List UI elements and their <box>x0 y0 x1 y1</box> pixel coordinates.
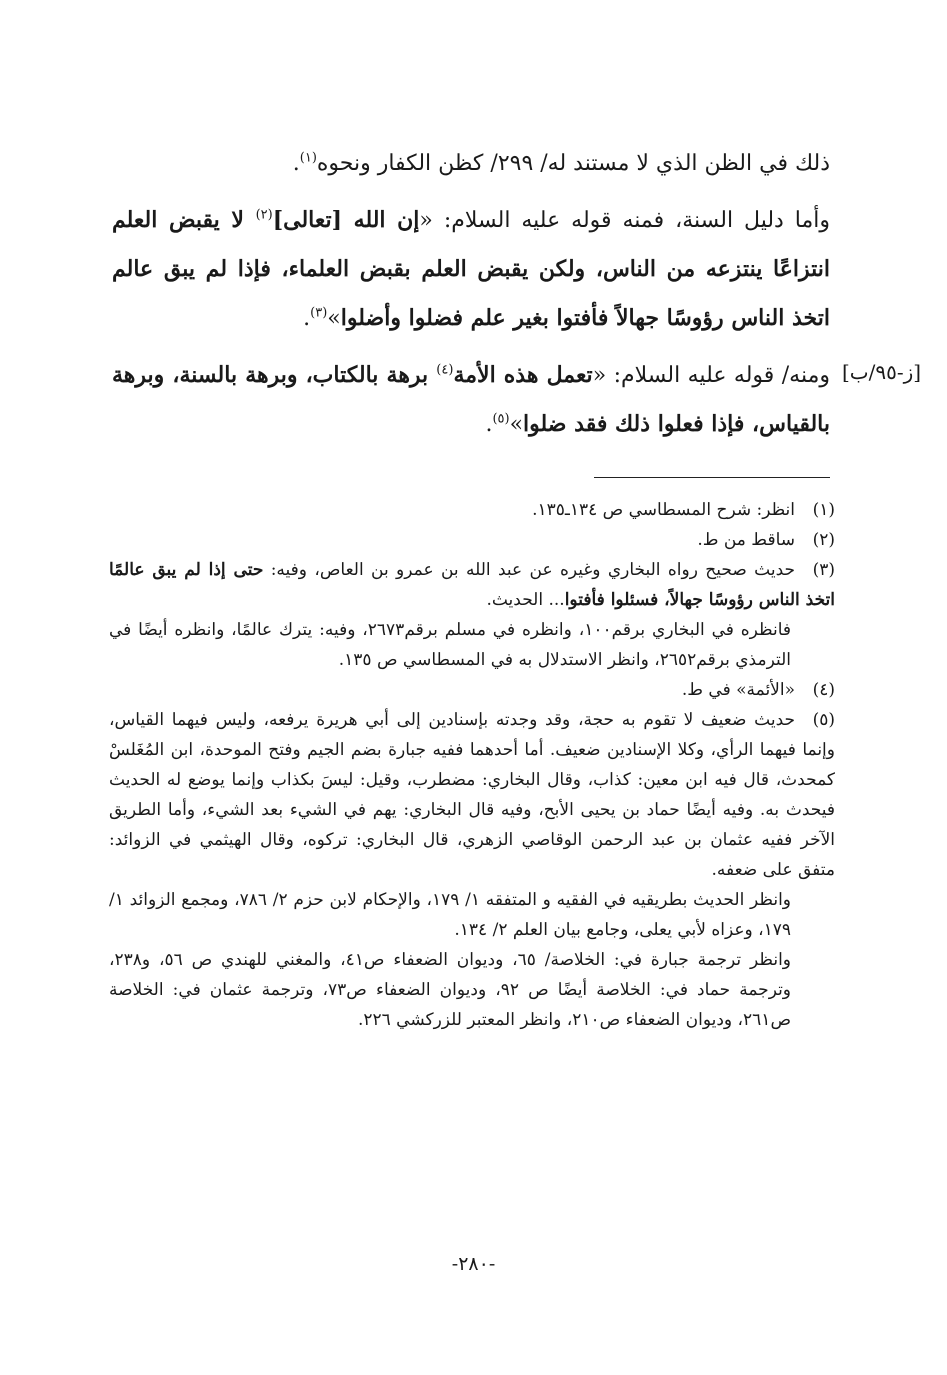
p1-text: ذلك في الظن الذي لا مستند له/ ٢٩٩/ كظن الكفار ونحوه <box>316 151 830 176</box>
manuscript-margin-note: [ز-٩٥/ب] <box>842 360 922 384</box>
footnote-3-text-b: ... الحديث. <box>486 590 565 610</box>
footnotes <box>109 495 835 1035</box>
footnote-5 <box>109 705 835 885</box>
footnote-3-text-a: حديث صحيح رواه البخاري وغيره عن عبد الله بن عمرو بن العاص، وفيه: <box>263 560 795 580</box>
footnote-5-continuation-2: وانظر ترجمة جبارة في: الخلاصة/ ٦٥، وديوان الضعفاء ص٤١، والمغني للهندي ص ٥٦، و٢٣٨، وترجمة حماد في: الخلاصة أيضًا ص ٩٢، وديوان الضعفاء ص٧٣، وترجمة عثمان في: الخلاصة ص٢٦١، وديوان الضعفاء ص٢١٠، وانظر المعتبر للزركشي ٢٢٦. <box>109 950 792 1030</box>
p1-end: . <box>292 151 300 176</box>
paragraph-3 <box>112 351 830 449</box>
footnote-5-continuation-1: وانظر الحديث بطريقيه في الفقيه و المتفقه ١/ ١٧٩، والإحكام لابن حزم ٢/ ٧٨٦، ومجمع الزوائد ١/ ١٧٩، وعزاه لأبي يعلى، وجامع بيان العلم ٢/ ١٣٤. <box>109 890 792 940</box>
footnote-ref-3[interactable]: (٣) <box>310 305 328 321</box>
footnote-5-text: حديث ضعيف لا تقوم به حجة، وقد وجدته بإسنادين إلى أبي هريرة يرفعه، وليس فيهما القياس، وإنما فيهما الرأي، وكلا الإسنادين ضعيف. أما أحدهما ففيه جبارة بضم الجيم وفتح الموحدة، ابن المُغَلسْ كمحدث، قال فيه ابن معين: كذاب، وقال البخاري: مضطرب، وقيل: ليسَ بكذاب وإنما يوضع له الحديث فيحدث به. وفيه أيضًا حماد بن يحيى الأبح، وفيه قال البخاري: يهم في الشيء بعد الشيء، وأما الطريق الآخر ففيه عثمان بن عبد الرحمن الوقاصي الزهري، قال البخاري: تركوه، وقال الهيثمي في الزوائد: متفق على ضعفه. <box>109 710 835 880</box>
p2-end: . <box>303 306 311 331</box>
footnote-separator <box>594 477 830 478</box>
p2-quote-a: إن الله [تعالى] <box>272 207 420 233</box>
footnote-3-hadith-text: حتى إذا لم يبق عالمًا اتخذ الناس رؤوسًا جهالاً، فسئلوا فأفتوا <box>109 560 835 610</box>
footnote-ref-5[interactable]: (٥) <box>492 411 510 427</box>
footnote-4 <box>109 675 835 705</box>
footnote-ref-4[interactable]: (٤) <box>436 362 454 378</box>
p3-quote-b: برهة بالكتاب، وبرهة بالسنة، وبرهة بالقياس، فإذا فعلوا ذلك فقد ضلوا <box>112 362 830 437</box>
footnote-2-text: ساقط من ط. <box>697 530 795 550</box>
p2-intro: وأما دليل السنة، فمنه قوله عليه السلام: « <box>419 208 830 233</box>
p3-quote-a: تعمل هذه الأمة <box>453 362 593 388</box>
paragraph-1 <box>112 140 830 188</box>
paragraph-2 <box>112 196 830 343</box>
footnote-4-number: (٤) <box>812 680 835 700</box>
footnote-1-text: انظر: شرح المسطاسي ص ١٣٤ـ١٣٥. <box>532 500 795 520</box>
footnote-2-number: (٢) <box>812 530 835 550</box>
footnote-5-number: (٥) <box>812 710 835 730</box>
footnote-1-number: (١) <box>812 500 835 520</box>
footnote-ref-1[interactable]: (١) <box>299 150 317 166</box>
footnote-4-text: «الأئمة» في ط. <box>681 680 795 700</box>
footnote-3-continuation: فانظره في البخاري برقم١٠٠، وانظره في مسلم برقم٢٦٧٣، وفيه: يترك عالمًا، وانظره أيضًا في الترمذي برقم٢٦٥٢، وانظر الاستدلال به في المسطاسي ص ١٣٥. <box>109 620 792 670</box>
footnote-2 <box>109 525 835 555</box>
main-text <box>112 140 830 449</box>
p3-intro: ومنه/ قوله عليه السلام: « <box>592 363 830 388</box>
footnote-ref-2[interactable]: (٢) <box>255 207 273 223</box>
p3-end: . <box>485 412 493 437</box>
page-number: -٢٨٠- <box>451 1253 496 1275</box>
p2-quote-b: لا يقبض العلم انتزاعًا ينتزعه من الناس، ولكن يقبض العلم بقبض العلماء، فإذا لم يبق عالم اتخذ الناس رؤوسًا جهالاً فأفتوا بغير علم فضلوا وأضلوا <box>112 207 830 331</box>
p2-close: » <box>327 306 341 331</box>
p3-close: » <box>509 412 524 437</box>
footnote-3 <box>109 555 835 615</box>
footnote-1 <box>109 495 835 525</box>
footnote-3-number: (٣) <box>812 560 835 580</box>
